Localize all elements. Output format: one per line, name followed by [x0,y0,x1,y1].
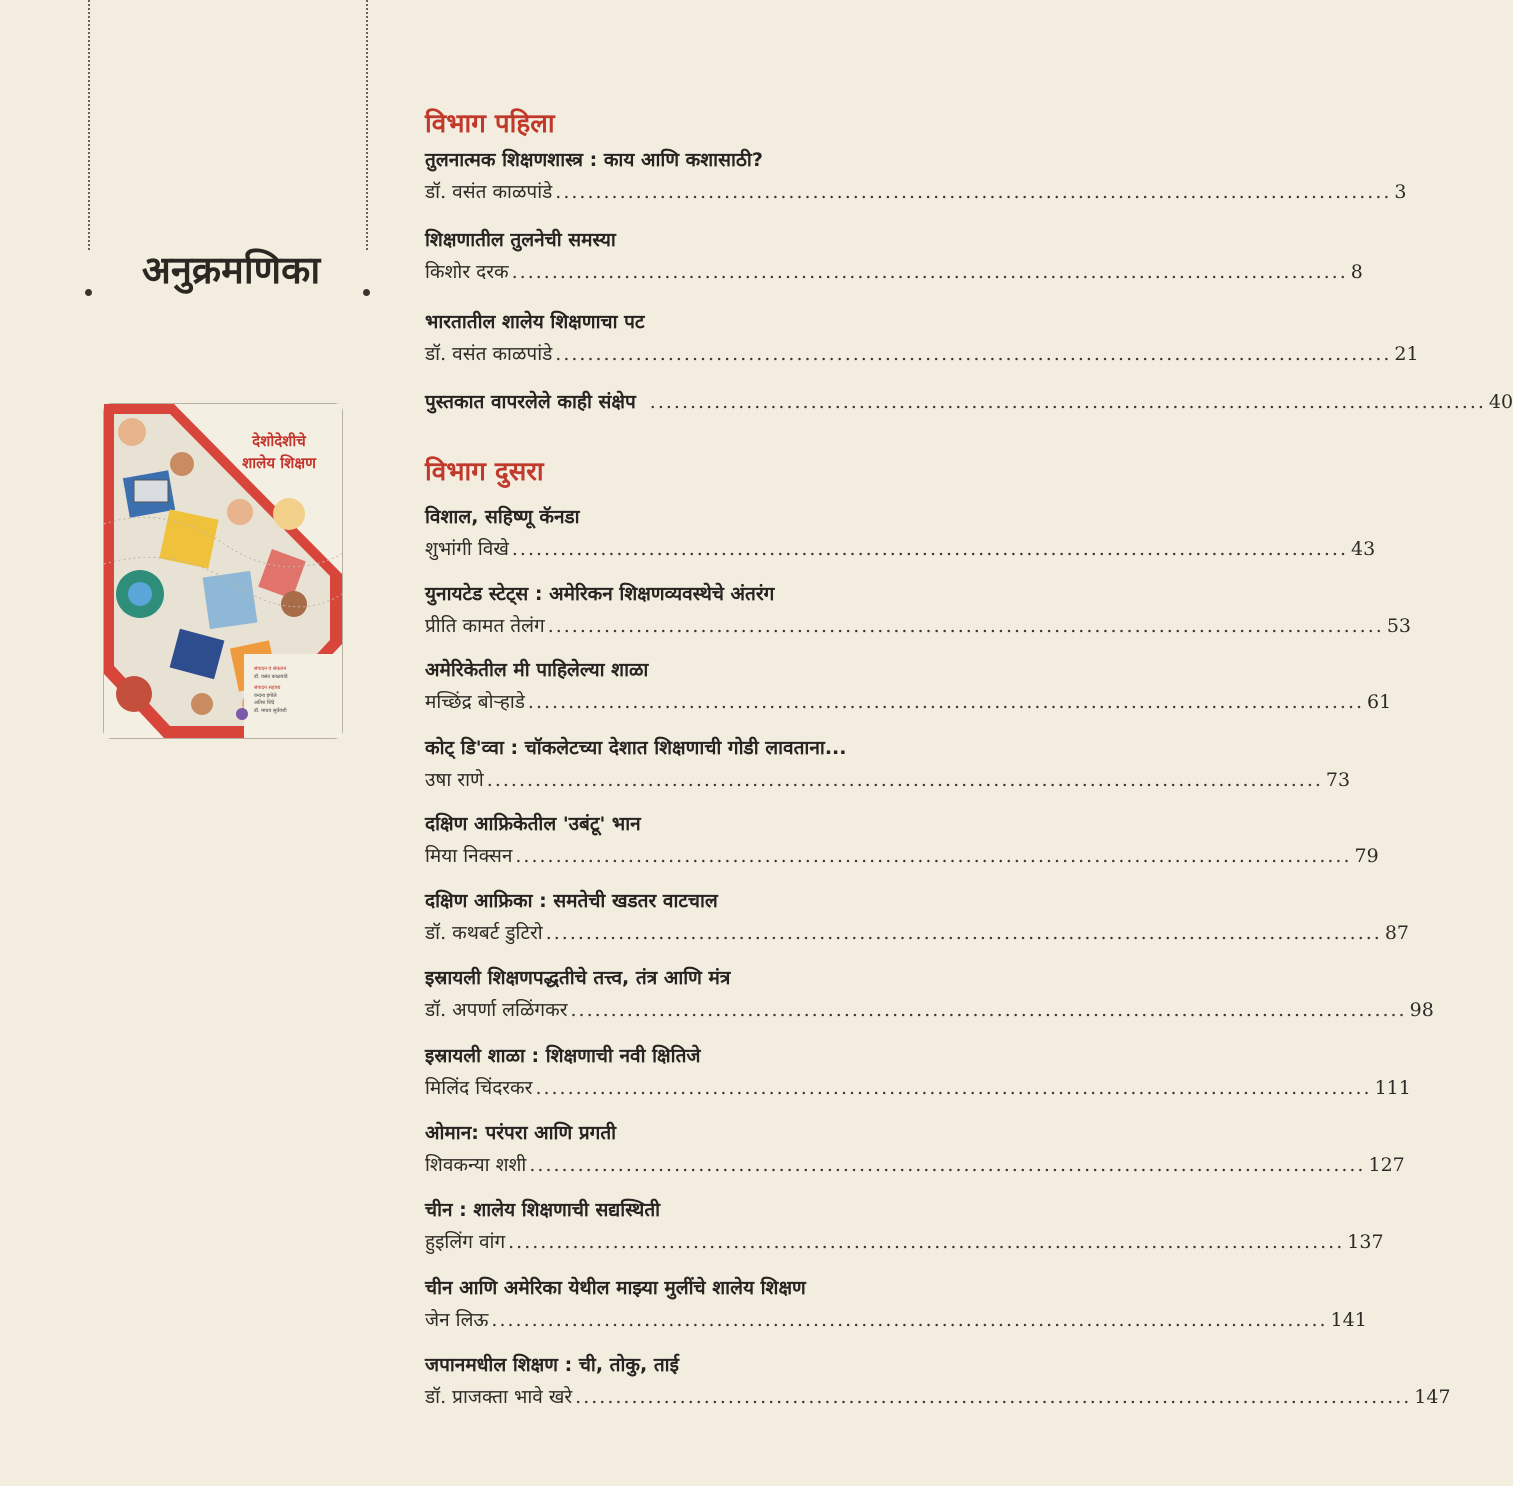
toc-entry-page: 40 [1488,391,1513,413]
toc-entry-title: पुस्तकात वापरलेले काही संक्षेप [425,391,636,413]
toc-entry-page: 141 [1330,1309,1367,1331]
toc-entry-title: शिक्षणातील तुलनेची समस्या [425,229,616,251]
toc-entry-title: कोट् डि'व्वा : चॉकलेटच्या देशात शिक्षणाची गोडी लावताना... [425,737,847,759]
toc-entry-author: प्रीति कामत तेलंग [425,615,545,637]
toc-entry-row [425,535,1376,561]
toc-leader-dots: ........................................................................................................ [486,769,1323,791]
toc-entry-author: डॉ. वसंत काळपांडे [425,181,553,203]
toc-entry-row [425,340,1419,366]
toc-leader-dots: ........................................................................................................ [515,845,1352,867]
toc-entry-page: 43 [1351,538,1376,560]
toc-entry-author: डॉ. वसंत काळपांडे [425,343,553,365]
toc-entry-row [425,612,1411,638]
cover-credit-label: संपादन व संकलन [254,666,287,672]
toc-entry-page: 98 [1409,999,1434,1021]
toc-entry-row [425,258,1363,284]
toc-entry-page: 87 [1384,922,1410,944]
toc-entry-title: इस्रायली शाळा : शिक्षणाची नवी क्षितिजे [425,1045,701,1067]
page-title: अनुक्रमणिका [141,248,321,292]
toc-entry-title: इस्रायली शिक्षणपद्धतीचे तत्त्व, तंत्र आणि मंत्र [425,967,731,989]
toc-entry-page: 3 [1394,181,1407,203]
toc-entry-row [425,1228,1384,1254]
section-heading: विभाग पहिला [425,109,555,139]
toc-entry-author: हुइलिंग वांग [425,1231,506,1253]
toc-entry-author: डॉ. अपर्णा लळिंगकर [425,999,568,1021]
cover-credit-name: अतिश शिंदे [254,700,275,706]
cover-credit-name: डॉ. माधव सूर्यवंशी [254,707,287,714]
toc-entry-page: 53 [1386,615,1411,637]
toc-entry-title: ओमान: परंपरा आणि प्रगती [425,1122,617,1144]
toc-entry-row [425,996,1434,1022]
toc-entry-row [425,1383,1451,1409]
toc-entry-author: शुभांगी विखे [425,538,509,560]
toc-entry-page: 137 [1347,1231,1384,1253]
toc-entry-author: डॉ. प्राजक्ता भावे खरे [425,1386,573,1408]
toc-entry-title: जपानमधील शिक्षण : ची, तोकु, ताई [425,1354,679,1376]
toc-leader-dots: ........................................................................................................ [491,1309,1328,1331]
toc-entry-author: मिलिंद चिंदरकर [425,1077,533,1099]
toc-entry-row [425,1306,1367,1332]
toc-entry-author: मिया निक्सन [425,845,513,867]
toc-entry-title: विशाल, सहिष्णू कॅनडा [425,506,580,528]
section-heading: विभाग दुसरा [425,457,544,487]
toc-leader-dots: ........................................................................................................ [529,1154,1366,1176]
toc-entry-row [425,1074,1411,1100]
bullet-dot-left [85,289,92,296]
toc-leader-dots: ........................................................................................................ [511,261,1348,283]
toc-entry-author: जेन लिऊ [425,1309,489,1331]
toc-entry-title: अमेरिकेतील मी पाहिलेल्या शाळा [425,659,649,681]
dotted-rule-left [88,0,90,250]
toc-entry-page: 61 [1367,691,1392,713]
toc-entry-row [425,178,1407,204]
toc-leader-dots: ........................................................................................................ [570,999,1407,1021]
toc-entry-page: 111 [1374,1077,1411,1099]
toc-entry-page: 79 [1354,845,1379,867]
toc-entry-row [425,388,1513,414]
cover-title-line2: शालेय शिक्षण [242,454,316,472]
cover-title-line1: देशोदेशीचे [252,432,306,450]
toc-entry-author: डॉ. कथबर्ट डुटिरो [425,922,543,944]
toc-leader-dots: ........................................................................................................ [511,538,1349,560]
toc-leader-dots: ........................................................................................................ [555,181,1392,203]
toc-entry-title: दक्षिण आफ्रिकेतील 'उबंटू' भान [425,813,641,835]
toc-entry-page: 73 [1325,769,1351,791]
toc-entry-row [425,688,1392,714]
toc-leader-dots: ........................................................................................................ [527,691,1365,713]
cover-credit-editor: डॉ. वसंत काळपांडे [254,673,288,680]
toc-entry-title: भारतातील शालेय शिक्षणाचा पट [425,311,645,333]
toc-entry-author: किशोर दरक [425,261,509,283]
cover-credits [254,666,340,715]
toc-entry-row [425,766,1351,792]
toc-entry-row [425,842,1379,868]
toc-entry-author: उषा राणे [425,769,484,791]
toc-leader-dots: ........................................................................................................ [555,343,1392,365]
toc-entry-page: 21 [1394,343,1419,365]
toc-entry-row [425,919,1410,945]
toc-leader-dots: ........................................................................................................ [649,391,1486,413]
toc-entry-title: दक्षिण आफ्रिका : समतेची खडतर वाटचाल [425,890,718,912]
toc-entry-title: चीन आणि अमेरिका येथील माझ्या मुलींचे शालेय शिक्षण [425,1277,806,1299]
toc-entry-title: युनायटेड स्टेट्स : अमेरिकन शिक्षणव्यवस्थेचे अंतरंग [425,583,775,605]
cover-title [226,430,332,474]
book-cover-image [104,404,342,738]
toc-leader-dots: ........................................................................................................ [575,1386,1412,1408]
cover-credit-label: संपादन सहाय्य [254,685,281,691]
toc-leader-dots: ........................................................................................................ [545,922,1382,944]
toc-entry-title: चीन : शालेय शिक्षणाची सद्यस्थिती [425,1199,661,1221]
toc-leader-dots: ........................................................................................................ [535,1077,1372,1099]
toc-entry-author: मच्छिंद्र बोऱ्हाडे [425,691,525,713]
toc-entry-title: तुलनात्मक शिक्षणशास्त्र : काय आणि कशासाठी? [425,149,763,171]
dotted-rule-right [366,0,368,250]
toc-entry-page: 8 [1350,261,1363,283]
toc-entry-author: शिवकन्या शशी [425,1154,527,1176]
toc-entry-page: 147 [1414,1386,1451,1408]
toc-entry-page: 127 [1368,1154,1405,1176]
toc-entry-row [425,1151,1405,1177]
toc-leader-dots: ........................................................................................................ [547,615,1384,637]
toc-leader-dots: ........................................................................................................ [508,1231,1345,1253]
cover-credit-name: वन्दना इंगोले [254,692,277,699]
